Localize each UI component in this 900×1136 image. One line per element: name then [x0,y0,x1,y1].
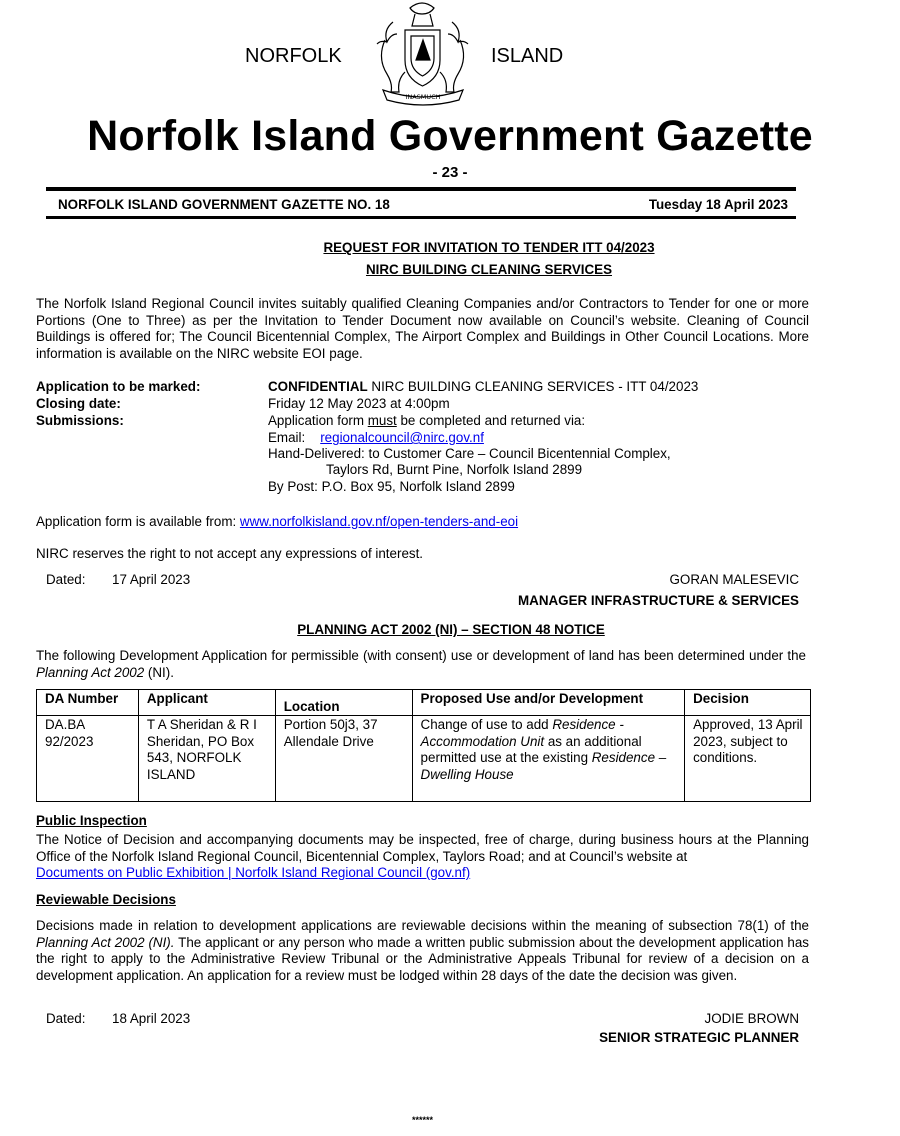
masthead-island: ISLAND [491,45,564,67]
header-rule-top [46,187,796,191]
gazette-title: Norfolk Island Government Gazette [87,112,813,160]
tender-subheading: NIRC BUILDING CLEANING SERVICES [365,262,612,277]
table-row [37,716,811,802]
planning-signatory: JODIE BROWN [704,1011,799,1026]
submissions-text-a: Application form [268,413,368,428]
submissions-label: Submissions: [36,413,124,428]
planning-intro-italic: Planning Act 2002 [36,664,145,680]
cell-location: Portion 50j3, 37 Allendale Drive [275,716,412,802]
submissions-text-b: be completed and returned via: [396,413,586,428]
review-text-a: Decisions made in relation to development applications are reviewable decisions within the meaning of subsection 78(1) of the [36,918,809,933]
planning-heading: PLANNING ACT 2002 (NI) – SECTION 48 NOTICE [297,622,605,637]
email-label: Email: [268,430,306,445]
marked-value [268,379,698,396]
end-stars: ****** [411,1115,433,1125]
header-rule-bottom [46,216,796,219]
cell-proposed-use [412,716,685,802]
table-header-row [37,690,811,716]
col-header-da-number: DA Number [37,690,139,716]
use-text-b: as an additional permitted use at the existing [420,733,642,765]
use-text-a: Change of use to add [420,717,553,732]
public-exhibition-link[interactable]: Documents on Public Exhibition | Norfolk Island Regional Council (gov.nf) [36,865,471,880]
svg-text:INASMUCH: INASMUCH [405,93,441,101]
page-number: - 23 - [432,164,468,181]
planning-intro-a: The following Development Application for permissible (with consent) use or development of land has been determined under the [36,648,806,663]
use-italic-2: Residence – Dwelling House [420,750,667,782]
reviewable-decisions-heading: Reviewable Decisions [36,892,176,907]
tender-heading: REQUEST FOR INVITATION TO TENDER ITT 04/2023 [323,240,655,255]
masthead-norfolk: NORFOLK [245,45,342,67]
planning-dated-label: Dated: [46,1011,86,1026]
must-text: must [367,413,397,428]
tenders-link[interactable]: www.norfolkisland.gov.nf/open-tenders-and-eoi [239,514,519,529]
hand-delivered-line1: Hand-Delivered: to Customer Care – Council Bicentennial Complex, [268,446,671,461]
tender-dated-label: Dated: [46,572,86,587]
tender-intro: The Norfolk Island Regional Council invites suitably qualified Cleaning Companies and/or Contractors to Tender for one or more Portions (One to Three) as per the Invitation to Tender Document now available on Council’s website. Cleaning of Council Buildings is offered for; The Council Bicentennial Complex, The Airport Complex and Buildings in Other Council Locations. More information is available on the NIRC website EOI page. [36,296,809,361]
submissions-line [268,413,585,430]
closing-label: Closing date: [36,396,121,411]
confidential-text: CONFIDENTIAL [268,379,368,394]
public-exhibition-line [36,865,470,882]
review-italic: Planning Act 2002 (NI). [36,934,175,950]
marked-rest: NIRC BUILDING CLEANING SERVICES - ITT 04/2023 [367,379,699,394]
gazette-date: Tuesday 18 April 2023 [648,197,788,212]
post-line: By Post: P.O. Box 95, Norfolk Island 2899 [268,479,515,494]
tender-signatory: GORAN MALESEVIC [669,572,799,587]
cell-applicant: T A Sheridan & R I Sheridan, PO Box 543, NORFOLK ISLAND [138,716,275,802]
marked-label: Application to be marked: [36,379,201,394]
use-italic-1: Residence - Accommodation Unit [420,717,624,749]
gazette-number: NORFOLK ISLAND GOVERNMENT GAZETTE NO. 18 [58,197,390,212]
col-header-applicant: Applicant [138,690,275,716]
public-inspection-text: The Notice of Decision and accompanying documents may be inspected, free of charge, during business hours at the Planning Office of the Norfolk Island Regional Council, Bicentennial Complex, Taylors Road; and at Council’s website at [36,832,809,864]
review-text-b: The applicant or any person who made a written public submission about the development application has the right to apply to the Administrative Review Tribunal or the Administrative Appeals Tribunal for review of a decision on a development application. An application for a review must be lodged within 28 days of the date the decision was given. [36,934,810,983]
planning-signatory-title: SENIOR STRATEGIC PLANNER [599,1030,799,1045]
email-line [268,430,484,447]
reserves-text: NIRC reserves the right to not accept any expressions of interest. [36,546,424,561]
reviewable-decisions-text [36,918,809,984]
hand-delivered-line2: Taylors Rd, Burnt Pine, Norfolk Island 2899 [326,462,583,477]
tender-signatory-title: MANAGER INFRASTRUCTURE & SERVICES [518,593,799,608]
closing-value: Friday 12 May 2023 at 4:00pm [268,396,450,411]
tender-dated-value: 17 April 2023 [112,572,191,587]
form-available-line [36,514,518,531]
email-link[interactable]: regionalcouncil@nirc.gov.nf [320,430,484,445]
planning-intro-b: (NI). [144,664,174,680]
col-header-location: Location [275,690,412,716]
form-available-text: Application form is available from: [36,514,240,529]
norfolk-island-crest-icon [365,0,480,108]
planning-intro [36,648,806,681]
da-table [36,689,811,802]
public-inspection-heading: Public Inspection [36,813,147,828]
col-header-decision: Decision [685,690,811,716]
planning-dated-value: 18 April 2023 [112,1011,191,1026]
col-header-proposed-use: Proposed Use and/or Development [412,690,685,716]
cell-da-number: DA.BA 92/2023 [37,716,139,802]
cell-decision: Approved, 13 April 2023, subject to conditions. [685,716,811,802]
